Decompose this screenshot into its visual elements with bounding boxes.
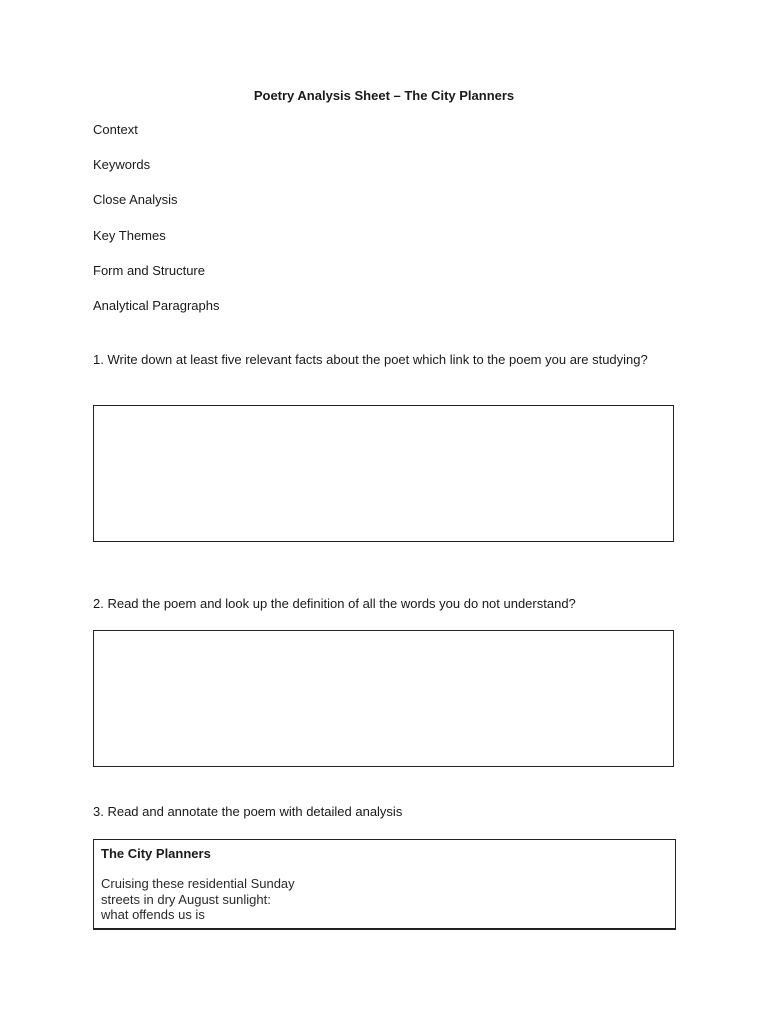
section-item-close-analysis: Close Analysis [93,192,178,208]
section-item-analytical-paragraphs: Analytical Paragraphs [93,297,220,313]
section-item-key-themes: Key Themes [93,227,166,243]
poem-line: streets in dry August sunlight: [101,891,271,907]
section-item-context: Context [93,122,138,137]
poem-box [93,839,676,930]
answer-box-2[interactable] [93,630,674,767]
question-1: 1. Write down at least five relevant facts about the poet which link to the poem you are studying? [93,352,648,367]
poem-line: Cruising these residential Sunday [101,876,295,891]
section-item-keywords: Keywords [93,157,151,173]
question-3: 3. Read and annotate the poem with detailed analysis [93,804,403,819]
poem-title: The City Planners [101,846,211,861]
section-item-form-and-structure: Form and Structure [93,262,205,278]
answer-box-1[interactable] [93,405,674,542]
section-list [93,122,219,333]
poem-line: what offends us is [101,907,205,922]
question-2: 2. Read the poem and look up the definition of all the words you do not understand? [93,596,576,611]
page-title: Poetry Analysis Sheet – The City Planners [253,88,515,103]
